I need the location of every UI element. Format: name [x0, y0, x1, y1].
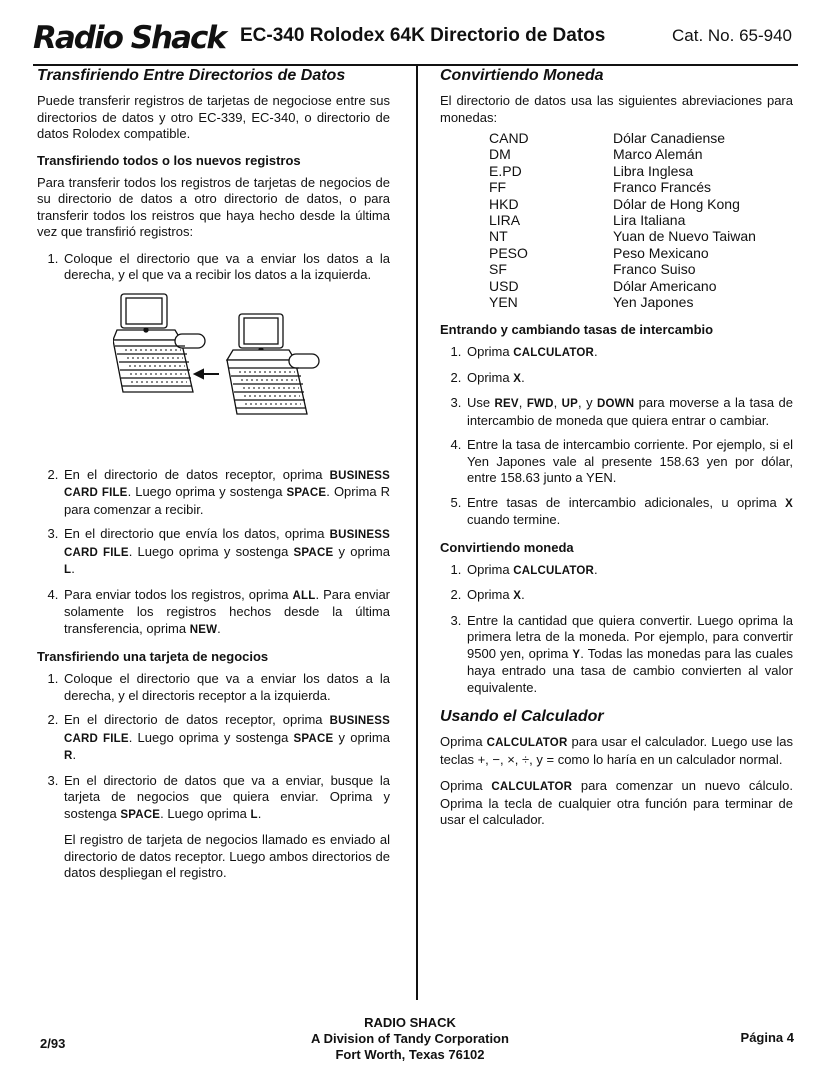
subheading-one-card: Transfiriendo una tarjeta de negocios — [37, 649, 269, 664]
currency-name: Marco Alemán — [613, 146, 703, 163]
currency-name: Peso Mexicano — [613, 244, 709, 261]
subheading-all-new: Transfiriendo todos o los nuevos registros — [37, 152, 301, 168]
currency-code: CAND — [489, 130, 529, 146]
currency-row — [489, 130, 756, 146]
currency-name: Yuan de Nuevo Taiwan — [613, 228, 756, 245]
two-organizers-illustration — [113, 292, 368, 462]
section-heading-calculator: Usando el Calculador — [440, 708, 604, 726]
radio-shack-logo: Radio Shack — [33, 20, 226, 56]
currency-code: PESO — [489, 244, 528, 261]
right-column — [440, 66, 793, 839]
list-item: 4. Entre la tasa de intercambio corriente. Por ejemplo, si el Yen Japones vale al presente 158.63 yen por dólar, entre 158.63 junto a YEN. — [465, 437, 793, 487]
list-item: 1. Oprima CALCULATOR. — [465, 562, 793, 580]
list-item: 5. Entre tasas de intercambio adicionales, u oprima X cuando termine. — [465, 495, 793, 529]
currency-code: FF — [489, 179, 507, 196]
list-item: 4. Para enviar todos los registros, oprima ALL. Para enviar solamente los registros hechos desde la última transferencia, oprima NEW. — [62, 587, 390, 639]
document-title: EC-340 Rolodex 64K Directorio de Datos — [240, 25, 606, 46]
currency-code: SF — [489, 261, 507, 278]
list-item: 1. Coloque el directorio que va a enviar los datos a la derecha, y el que va a recibir los datos a la izquierda. — [62, 251, 390, 284]
calc-paragraph-1: Oprima CALCULATOR para usar el calculador. Luego use las teclas +, −, ×, ÷, y = como lo haría en un calculador normal. — [440, 734, 793, 767]
list-item: 3. En el directorio de datos que va a enviar, busque la tarjeta de negocios que quiera enviar. Oprima y sostenga SPACE. Luego oprima L. El registro de tarjeta de negocios llamado es enviado al directorio de datos receptor. Luego ambos directorios de datos despliegan el registro. — [62, 773, 390, 882]
rates-steps — [440, 344, 793, 529]
calc-paragraph-2: Oprima CALCULATOR para comenzar un nuevo cálculo. Oprima la tecla de cualquier otra función para terminar de usar el calculador. — [440, 778, 793, 828]
transfer-all-steps — [37, 251, 390, 284]
left-column — [37, 66, 390, 893]
currency-row — [489, 179, 756, 195]
transfer-intro: Puede transferir registros de tarjetas de negociose entre sus directorios de datos y otro EC-339, EC-340, o directorio de datos Rolodex compatible. — [37, 93, 390, 141]
currency-name: Libra Inglesa — [613, 162, 694, 179]
list-item: 3. Use REV, FWD, UP, y DOWN para moverse a la tasa de intercambio de moneda que quiera entrar o cambiar. — [465, 395, 793, 429]
currency-code: LIRA — [489, 212, 521, 229]
currency-name: Franco Suiso — [613, 261, 696, 278]
receiving-organizer-drawing — [113, 294, 205, 392]
currency-code: NT — [489, 228, 508, 245]
currency-name: Dólar Americano — [613, 277, 717, 294]
currency-name: Franco Francés — [613, 179, 712, 196]
currency-row — [489, 146, 756, 162]
sending-organizer-drawing — [227, 314, 319, 414]
currency-name: Dólar de Hong Kong — [613, 195, 740, 212]
currency-name: Lira Italiana — [613, 212, 686, 229]
footer-date: 2/93 — [40, 1036, 66, 1051]
footer-line-2: A Division of Tandy Corporation — [311, 1031, 509, 1046]
one-card-note: El registro de tarjeta de negocios llamado es enviado al directorio de datos receptor. Luego ambos directorios de datos despliegan el registro. — [64, 832, 390, 880]
transfer-all-steps-cont — [37, 467, 390, 639]
section-heading-currency: Convirtiendo Moneda — [440, 67, 604, 84]
currency-code: DM — [489, 146, 511, 163]
list-item: 2. En el directorio de datos receptor, oprima BUSINESS CARD FILE. Luego oprima y sostenga SPACE y oprima R. — [62, 712, 390, 765]
subheading-rates: Entrando y cambiando tasas de intercambio — [440, 322, 714, 338]
list-item: 2. En el directorio de datos receptor, oprima BUSINESS CARD FILE. Luego oprima y sostenga SPACE. Oprima R para comenzar a recibir. — [62, 467, 390, 519]
currency-row — [489, 228, 756, 244]
currency-row — [489, 163, 756, 179]
currency-code: YEN — [489, 294, 518, 311]
section-heading-transfer: Transfiriendo Entre Directorios de Datos — [37, 67, 346, 84]
currency-row — [489, 294, 756, 310]
currency-row — [489, 245, 756, 261]
currency-intro: El directorio de datos usa las siguientes abreviaciones para monedas: — [440, 93, 793, 125]
list-item: 3. Entre la cantidad que quiera convertir. Luego oprima la primera letra de la moneda. Por ejemplo, para convertir 9500 yen, oprima Y. Todas las monedas para las cuales haya entrado una tasa de cambio convierten al valor equivalente. — [465, 613, 793, 697]
subheading-convert: Convirtiendo moneda — [440, 539, 574, 555]
list-item: 3. En el directorio que envía los datos, oprima BUSINESS CARD FILE. Luego oprima y sostenga SPACE y oprima L. — [62, 526, 390, 579]
list-item: 2. Oprima X. — [465, 370, 793, 388]
footer-line-1: RADIO SHACK — [364, 1015, 456, 1030]
currency-row — [489, 212, 756, 228]
list-item: 2. Oprima X. — [465, 587, 793, 605]
list-item: 1. Coloque el directorio que va a enviar los datos a la derecha, y el directoris receptor a la izquierda. — [62, 671, 390, 704]
footer-page-number: Página 4 — [740, 1030, 794, 1045]
currency-row — [489, 278, 756, 294]
transfer-one-steps — [37, 671, 390, 882]
footer-line-3: Fort Worth, Texas 76102 — [335, 1047, 485, 1062]
currency-row — [489, 261, 756, 277]
currency-code: E.PD — [489, 162, 522, 179]
currency-table — [489, 130, 756, 310]
all-new-intro: Para transferir todos los registros de tarjetas de negocios de su directorio de datos a otro directorio de datos, o para transferir todos los reistros que haya hecho desde la última vez que transfirió registros: — [37, 174, 390, 239]
footer-company — [0, 1015, 820, 1063]
currency-row — [489, 196, 756, 212]
arrow-left-icon — [195, 370, 219, 378]
currency-code: USD — [489, 277, 519, 294]
catalog-number: Cat. No. 65-940 — [671, 26, 792, 45]
convert-steps — [440, 562, 793, 697]
currency-name: Dólar Canadiense — [613, 130, 726, 146]
currency-code: HKD — [489, 195, 519, 212]
column-divider — [416, 66, 418, 1000]
page-header — [33, 18, 798, 66]
currency-name: Yen Japones — [613, 294, 694, 311]
list-item: 1. Oprima CALCULATOR. — [465, 344, 793, 362]
